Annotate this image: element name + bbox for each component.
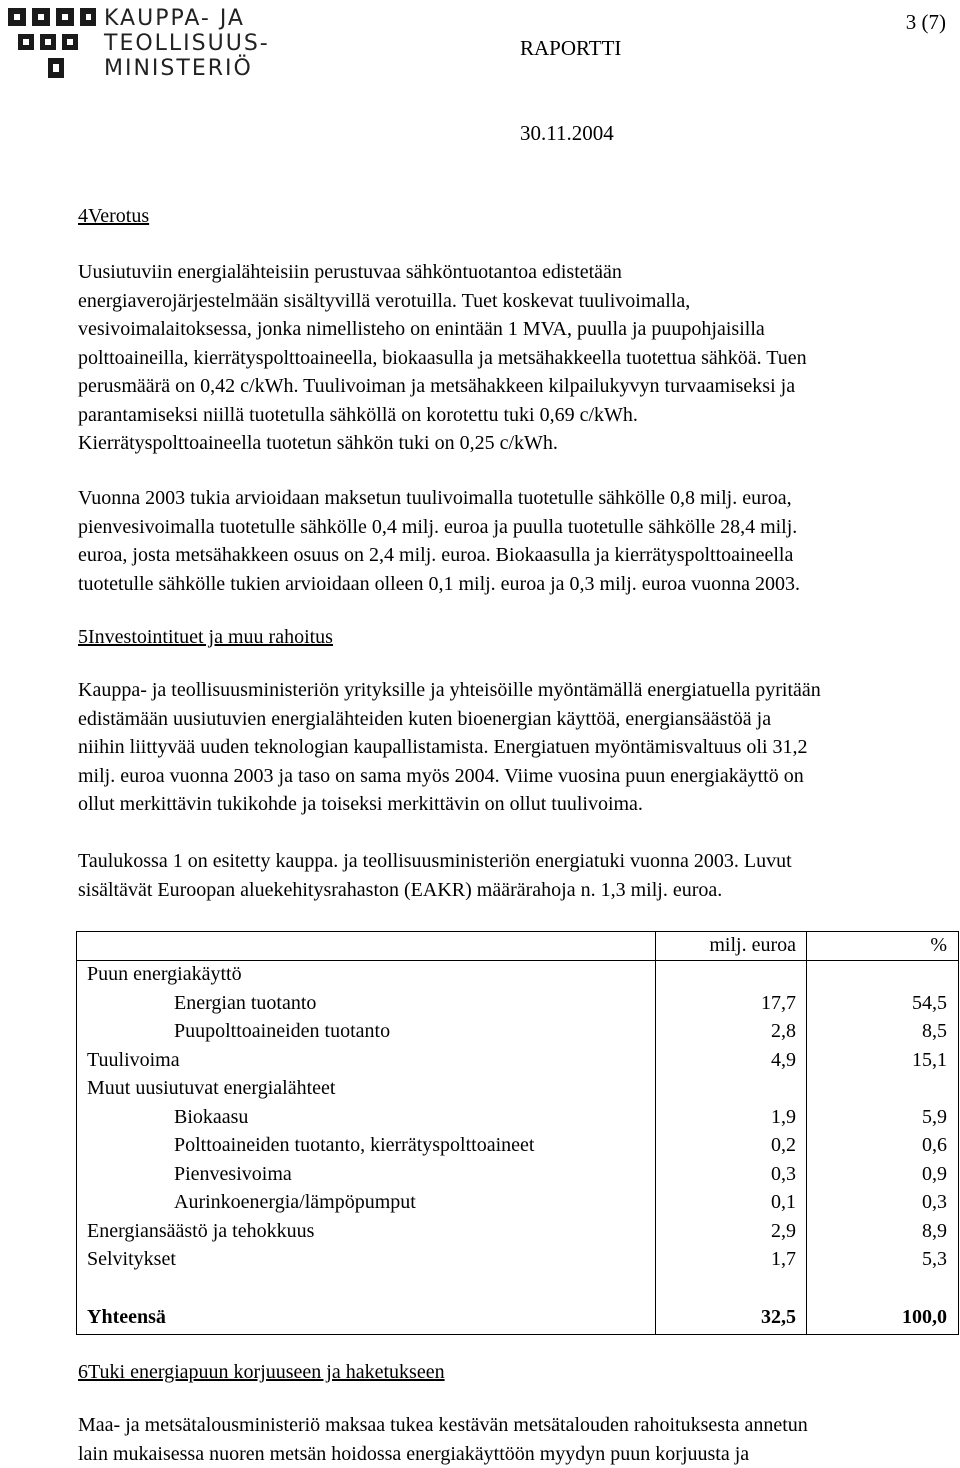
row-value-euro: 4,9 bbox=[771, 1049, 796, 1072]
logo-line: MINISTERIÖ bbox=[104, 56, 270, 81]
text-line: energiaverojärjestelmään sisältyvillä verotuilla. Tuet koskevat tuulivoimalla, bbox=[78, 287, 958, 316]
row-label: Energian tuotanto bbox=[174, 992, 316, 1015]
text-line: Kauppa- ja teollisuusministeriön yrityksille ja yhteisöille myöntämällä energiatuella pyritään bbox=[78, 676, 958, 705]
text-line: niihin liittyvää uuden teknologian kaupallistamista. Energiatuen myöntämisvaltuus oli 31,2 bbox=[78, 733, 958, 762]
table-row bbox=[76, 1020, 959, 1049]
row-value-euro: 2,9 bbox=[771, 1220, 796, 1243]
row-value-euro: 1,9 bbox=[771, 1106, 796, 1129]
row-value-percent: 0,6 bbox=[922, 1134, 947, 1157]
text-line: sisältävät Euroopan aluekehitysrahaston (EAKR) määrärahoja n. 1,3 milj. euroa. bbox=[78, 876, 958, 905]
paragraph-investointituet-2 bbox=[78, 847, 958, 904]
row-value-percent: 15,1 bbox=[912, 1049, 947, 1072]
row-label: Pienvesivoima bbox=[174, 1163, 292, 1186]
row-label: Puupolttoaineiden tuotanto bbox=[174, 1020, 390, 1043]
text-line: parantamiseksi niillä tuotetulla sähköllä on korotettu tuki 0,69 c/kWh. bbox=[78, 401, 958, 430]
row-value-euro: 0,1 bbox=[771, 1191, 796, 1214]
row-value-euro: 1,7 bbox=[771, 1248, 796, 1271]
text-line: Vuonna 2003 tukia arvioidaan maksetun tuulivoimalla tuotetulle sähkölle 0,8 milj. euroa, bbox=[78, 484, 958, 513]
section-heading-energiapuun-korjuu: 6Tuki energiapuun korjuuseen ja haketukseen bbox=[78, 1361, 445, 1384]
row-label: Polttoaineiden tuotanto, kierrätyspolttoaineet bbox=[174, 1134, 534, 1157]
table-row bbox=[76, 992, 959, 1021]
logo-wordmark bbox=[104, 6, 270, 81]
row-value-euro: 17,7 bbox=[761, 992, 796, 1015]
row-label: Biokaasu bbox=[174, 1106, 248, 1129]
total-value-euro: 32,5 bbox=[761, 1306, 796, 1329]
table-row bbox=[76, 1049, 959, 1078]
row-value-percent: 5,3 bbox=[922, 1248, 947, 1271]
logo-line: TEOLLISUUS- bbox=[104, 31, 270, 56]
text-line: Kierrätyspolttoaineella tuotetun sähkön tuki on 0,25 c/kWh. bbox=[78, 429, 958, 458]
row-label: Selvitykset bbox=[87, 1248, 176, 1271]
table-row bbox=[76, 963, 959, 992]
row-value-euro: 0,2 bbox=[771, 1134, 796, 1157]
text-line: lain mukaisessa nuoren metsän hoidossa energiakäyttöön myydyn puun korjuusta ja bbox=[78, 1440, 958, 1468]
section-heading-verotus: 4Verotus bbox=[78, 205, 149, 228]
section-heading-investointituet: 5Investointituet ja muu rahoitus bbox=[78, 626, 333, 649]
paragraph-verotus-2 bbox=[78, 484, 958, 598]
row-label: Tuulivoima bbox=[87, 1049, 180, 1072]
row-label: Energiansäästö ja tehokkuus bbox=[87, 1220, 314, 1243]
text-line: euroa, josta metsähakkeen osuus on 2,4 milj. euroa. Biokaasulla ja kierrätyspolttoaineella bbox=[78, 541, 958, 570]
row-label: Aurinkoenergia/lämpöpumput bbox=[174, 1191, 416, 1214]
text-line: tuotetulle sähkölle tukien arvioidaan olleen 0,1 milj. euroa ja 0,3 milj. euroa vuonna 2003. bbox=[78, 570, 958, 599]
table-row bbox=[76, 1191, 959, 1220]
row-value-percent: 0,9 bbox=[922, 1163, 947, 1186]
ministry-emblem-icon bbox=[8, 6, 98, 82]
table-header-row bbox=[76, 934, 959, 963]
row-value-percent: 0,3 bbox=[922, 1191, 947, 1214]
paragraph-verotus-1 bbox=[78, 258, 958, 458]
row-value-percent: 5,9 bbox=[922, 1106, 947, 1129]
ministry-logo bbox=[8, 6, 273, 82]
total-value-percent: 100,0 bbox=[902, 1306, 947, 1329]
table-row bbox=[76, 1077, 959, 1106]
page-number: 3 (7) bbox=[906, 10, 946, 35]
text-line: Uusiutuviin energialähteisiin perustuvaa sähköntuotantoa edistetään bbox=[78, 258, 958, 287]
text-line: milj. euroa vuonna 2003 ja taso on sama myös 2004. Viime vuosina puun energiakäyttö on bbox=[78, 762, 958, 791]
text-line: Maa- ja metsätalousministeriö maksaa tukea kestävän metsätalouden rahoituksesta annetun bbox=[78, 1411, 958, 1440]
text-line: vesivoimalaitoksessa, jonka nimellisteho on enintään 1 MVA, puulla ja puupohjaisilla bbox=[78, 315, 958, 344]
total-label: Yhteensä bbox=[87, 1306, 166, 1329]
document-type: RAPORTTI bbox=[520, 36, 621, 61]
row-label: Puun energiakäyttö bbox=[87, 963, 242, 986]
paragraph-investointituet-1 bbox=[78, 676, 958, 819]
table-row bbox=[76, 1248, 959, 1277]
logo-line: KAUPPA- JA bbox=[104, 6, 270, 31]
text-line: ollut merkittävin tukikohde ja toiseksi merkittävin on ollut tuulivoima. bbox=[78, 790, 958, 819]
table-row bbox=[76, 1106, 959, 1135]
text-line: pienvesivoimalla tuotetulle sähkölle 0,4 milj. euroa ja puulla tuotetulle sähkölle 28,4 milj. bbox=[78, 513, 958, 542]
document-date: 30.11.2004 bbox=[520, 121, 614, 146]
text-line: polttoaineilla, kierrätyspolttoaineella, biokaasulla ja metsähakkeella tuotettua sähköä. Tuen bbox=[78, 344, 958, 373]
row-value-euro: 2,8 bbox=[771, 1020, 796, 1043]
row-value-percent: 8,5 bbox=[922, 1020, 947, 1043]
table-row bbox=[76, 1220, 959, 1249]
table-row bbox=[76, 1134, 959, 1163]
row-label: Muut uusiutuvat energialähteet bbox=[87, 1077, 335, 1100]
column-header-milj-euroa: milj. euroa bbox=[709, 934, 796, 957]
table-total-row bbox=[76, 1306, 959, 1335]
row-value-percent: 8,9 bbox=[922, 1220, 947, 1243]
table-row bbox=[76, 1163, 959, 1192]
row-value-euro: 0,3 bbox=[771, 1163, 796, 1186]
text-line: perusmäärä on 0,42 c/kWh. Tuulivoiman ja metsähakkeen kilpailukyvyn turvaamiseksi ja bbox=[78, 372, 958, 401]
text-line: Taulukossa 1 on esitetty kauppa. ja teollisuusministeriön energiatuki vuonna 2003. Luvut bbox=[78, 847, 958, 876]
text-line: edistämään uusiutuvien energialähteiden kuten bioenergian käyttöä, energiansäästöä ja bbox=[78, 705, 958, 734]
row-value-percent: 54,5 bbox=[912, 992, 947, 1015]
column-header-percent: % bbox=[930, 934, 947, 957]
paragraph-energiapuun-korjuu-1 bbox=[78, 1411, 958, 1468]
